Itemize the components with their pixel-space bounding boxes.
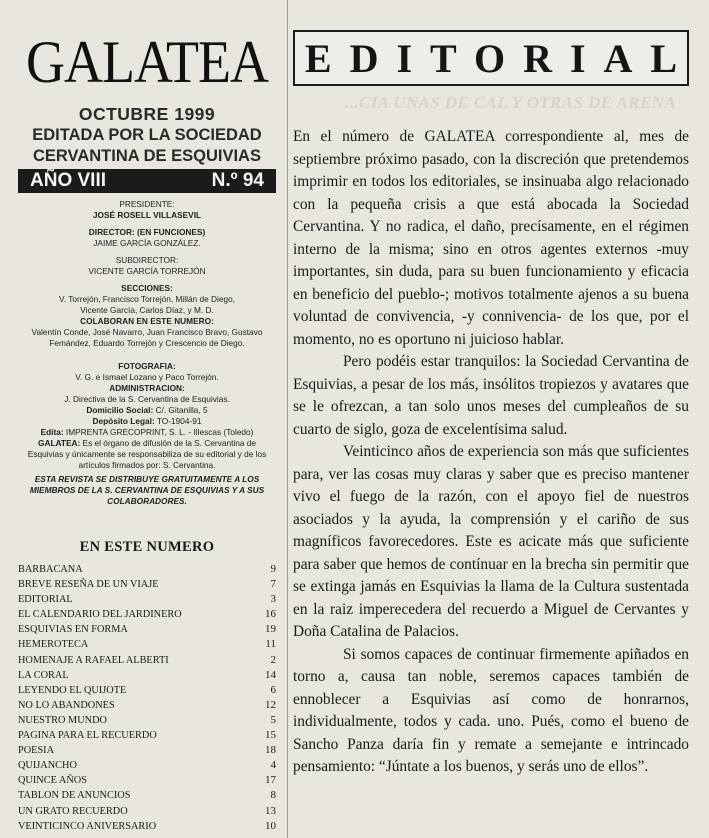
toc-item: [18, 562, 276, 577]
secciones-label: SECCIONES:: [121, 283, 173, 293]
toc-item-page: 10: [265, 819, 276, 832]
edita-line: [18, 427, 276, 438]
toc-item-page: 3: [270, 593, 276, 606]
toc-item-page: 15: [265, 729, 276, 742]
fotografia-label: FOTOGRAFIA:: [118, 361, 176, 371]
deposito-value: TO-1904-91: [154, 416, 202, 426]
toc-item: [18, 743, 276, 758]
editorial-paragraph: En el número de GALATEA correspondiente al, mes de septiembre próximo pasado, con la discreción que pretendemos imprimir en todos los editoriales, se insinuaba algo relacionado con la pequeña crisis a que está abocada la Sociedad Cervantina. Y no radica, el daño, precísamente, en el régimen interno de la misma; sino en otros agentes externos -muy importantes, sin duda, para su buen funcionamiento y eficacia en beneficio del pueblo-; motivos totalmente ajenos a su buena voluntad de convivencia, -y connivencia- de los que, por el momento, no es oportuno ni juicioso hablar.: [293, 128, 689, 348]
toc-item-label: UN GRATO RECUERDO: [18, 805, 128, 817]
editorial-paragraph: Veinticinco años de experiencia son más que suficientes para, ver las cosas muy claras y saber que es preciso mantener vivo el fuego de la razón, con el apoyo fiel de nuestros asociados y la ayuda, la comprensión y el cariño de sus magníficos favorecedores. Este es acicate más que suficiente para saber que hemos de contínuar en la brecha sin permitir que se extinga jamás en Esquivias la llama de la Cultura sustentada en la raiz imperecedera del recuerdo a Miguel de Cervantes y Doña Catalina de Palacios.: [293, 443, 689, 640]
toc-item: [18, 637, 276, 652]
toc-item-page: 2: [270, 653, 276, 666]
editorial-paragraph: Pero podéis estar tranquilos: la Sociedad Cervantina de Esquivias, a pesar de los más, insólitos tropiezos y avatares que se le ofrezcan, a tan solo unos meses del cumpleaños de su cuarto de siglo, goza de excelentísima salud.: [293, 353, 689, 438]
toc-item-page: 13: [265, 804, 276, 817]
deposito-line: [18, 416, 276, 427]
galatea-label: GALATEA:: [38, 438, 81, 448]
toc-item-label: PAGINA PARA EL RECUERDO: [18, 730, 157, 742]
toc-item: [18, 728, 276, 743]
credits-block: [18, 199, 276, 507]
editorial-paragraph: Si somos capaces de continuar firmemente apiñados en torno a, causa tan noble, seremos capaces también de ennoblecer a Esquivias así como de honrarnos, individualmente, todos y cada. uno. Pués, como el bueno de Sancho Panza daría fin y remate a semejante e intrincado pensamiento: “Júntate a los buenos, y serás uno de ellos”.: [293, 645, 689, 775]
administracion-label: ADMINISTRACION:: [109, 383, 185, 393]
toc-item: [18, 592, 276, 607]
publisher-line-1: EDITADA POR LA SOCIEDAD: [32, 126, 262, 144]
magazine-title: GALATEA: [26, 28, 268, 96]
toc-item-label: LA CORAL: [18, 669, 69, 681]
secciones-line-2: Vicente García, Carlos Díaz, y M. D.: [80, 305, 214, 315]
director-label: DIRECTOR: (EN FUNCIONES): [88, 227, 206, 237]
edita-value: IMPRENTA GRECOPRINT, S. L. - Illescas (Toledo): [63, 427, 254, 437]
toc-item-page: 5: [270, 713, 276, 726]
toc-item: [18, 819, 276, 834]
toc-item-label: BARBACANA: [18, 564, 83, 575]
domicilio-value: C/. Gitanilla, 5: [153, 405, 208, 415]
masthead-column: [18, 26, 276, 834]
toc-item: [18, 758, 276, 773]
toc-item: [18, 577, 276, 592]
galatea-line-1: [18, 438, 276, 449]
galatea-value-1: Es el órgano de difusión de la S. Cervantina de: [80, 438, 256, 448]
galatea-line-2: Esquivias y únicamente se responsabiliza de su editorial y de los: [27, 449, 267, 459]
toc-item-label: NO LO ABANDONES: [18, 699, 115, 711]
fotografia-names: V. G. e Ismael Lozano y Paco Torrejón.: [75, 372, 219, 382]
toc-item-page: 19: [265, 623, 276, 636]
issue-info: [18, 104, 276, 167]
domicilio-label: Domicilio Social:: [86, 405, 154, 415]
toc-item-label: QUINCE AÑOS: [18, 775, 87, 787]
editorial-body: [293, 126, 689, 779]
issue-date: OCTUBRE 1999: [78, 104, 216, 124]
toc-item-label: TABLON DE ANUNCIOS: [18, 790, 131, 802]
toc-item-label: LEYENDO EL QUIJOTE: [18, 684, 127, 696]
toc-item-label: EDITORIAL: [18, 594, 73, 606]
toc-item-page: 16: [265, 608, 276, 621]
toc-item: [18, 622, 276, 637]
administracion-text: J. Directiva de la S. Cervantina de Esquivias.: [64, 394, 230, 404]
toc-item-label: NUESTRO MUNDO: [18, 714, 107, 726]
toc-item-page: 18: [265, 744, 276, 757]
toc-item: [18, 668, 276, 683]
column-divider: [287, 0, 288, 838]
toc-item-page: 6: [270, 683, 276, 696]
editorial-column: [293, 30, 696, 779]
edita-label: Edita:: [40, 427, 64, 437]
notice-line-1: ESTA REVISTA SE DISTRIBUYE GRATUITAMENTE A LOS: [34, 474, 260, 484]
presidente-label: PRESIDENTE:: [119, 199, 175, 209]
toc-item: [18, 683, 276, 698]
notice-line-2: MIEMBROS DE LA S. CERVANTINA DE ESQUIVIAS Y A SUS: [29, 485, 265, 495]
toc-item-page: 9: [270, 563, 276, 575]
table-of-contents: [18, 562, 276, 834]
issue-year: AÑO VIII: [30, 170, 107, 191]
editorial-heading: EDITORIAL: [293, 30, 689, 86]
colaboran-line-1: Valentín Conde, José Navarro, Juan Francisco Bravo, Gustavo: [31, 327, 263, 337]
issue-number: N.º 94: [211, 170, 264, 191]
toc-item-page: 17: [265, 774, 276, 787]
toc-item-label: POESIA: [18, 745, 55, 757]
presidente-name: JOSÉ ROSELL VILLASEVIL: [92, 210, 202, 220]
toc-item-label: BREVE RESEÑA DE UN VIAJE: [18, 579, 159, 591]
domicilio-line: [18, 405, 276, 416]
colaboran-label: COLABORAN EN ESTE NUMERO:: [80, 316, 214, 326]
colaboran-line-2: Femández, Eduardo Torrejón y Crescencio de Diego.: [49, 338, 245, 348]
toc-item-label: VEINTICINCO ANIVERSARIO: [18, 820, 157, 832]
secciones-line-1: V. Torrejón, Francisco Torrejón, Millán de Diego,: [58, 294, 235, 304]
director-name: JAIME GARCÍA GONZÁLEZ.: [93, 238, 201, 248]
toc-title: EN ESTE NUMERO: [79, 539, 215, 555]
toc-item: [18, 713, 276, 728]
notice-line-3: COLABORADORES.: [107, 496, 187, 506]
toc-item-label: HEMEROTECA: [18, 639, 89, 651]
deposito-label: Depósito Legal:: [92, 416, 155, 426]
subdirector-name: VICENTE GARCÍA TORREJÓN: [88, 266, 206, 276]
toc-item-page: 7: [270, 578, 276, 591]
toc-item: [18, 804, 276, 819]
year-number-bar: [18, 169, 276, 193]
toc-item-page: 11: [265, 638, 276, 651]
subdirector-label: SUBDIRECTOR:: [115, 255, 179, 265]
toc-item: [18, 653, 276, 668]
toc-item-label: HOMENAJE A RAFAEL ALBERTI: [18, 654, 169, 666]
toc-item-page: 12: [265, 698, 276, 711]
publisher-line-2: CERVANTINA DE ESQUIVIAS: [33, 147, 261, 165]
toc-item-label: EL CALENDARIO DEL JARDINERO: [18, 609, 182, 621]
bleed-through-heading: ...CIA UNAS DE CAL Y OTRAS DE ARENA: [345, 94, 677, 112]
toc-item: [18, 788, 276, 803]
toc-item-page: 4: [270, 759, 276, 772]
toc-item: [18, 773, 276, 788]
distribution-notice: [18, 474, 276, 507]
toc-item-label: QUIJANCHO: [18, 760, 77, 772]
toc-item-page: 8: [270, 789, 276, 802]
toc-item-label: ESQUIVIAS EN FORMA: [18, 624, 128, 636]
galatea-line-3: artículos firmados por: S. Cervantina.: [78, 460, 216, 470]
toc-item: [18, 607, 276, 622]
toc-item: [18, 698, 276, 713]
toc-item-page: 14: [265, 668, 276, 681]
